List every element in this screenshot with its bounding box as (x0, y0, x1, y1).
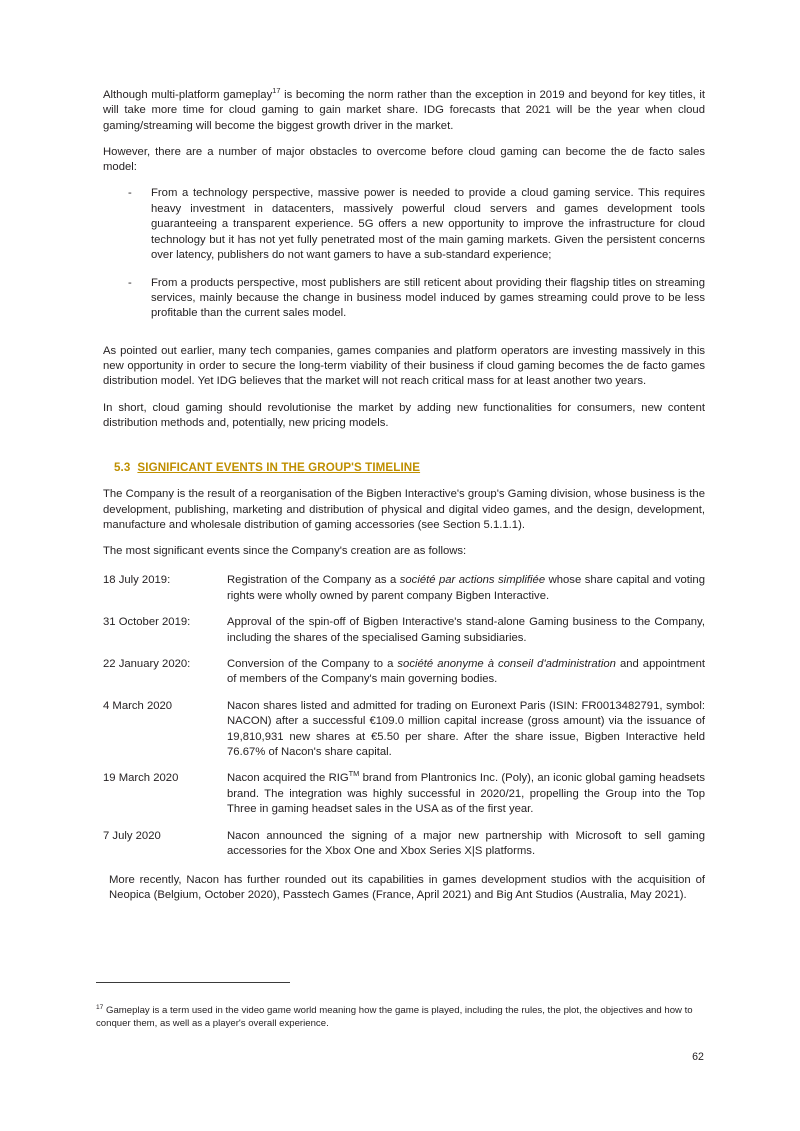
timeline-closing-paragraph: More recently, Nacon has further rounded out its capabilities in games development studios with the acquisition of Neopica (Belgium, October 2020), Passtech Games (France, April 2021) and Big Ant Studios (Australia, May 2021). (109, 873, 705, 901)
section-paragraph-1: The Company is the result of a reorganisation of the Bigben Interactive's group's Gaming division, whose business is the development, publishing, marketing and distribution of physical and digital video games, and the design, development, manufacture and wholesale distribution of gaming accessories (see Section 5.1.1.1). (103, 488, 705, 531)
intro-paragraph-1 (103, 88, 705, 134)
event-description (227, 771, 705, 817)
trademark-superscript: TM (348, 769, 360, 779)
page-number-value: 62 (692, 1051, 704, 1063)
event-text-pre: Conversion of the Company to a (227, 658, 398, 671)
event-date: 4 March 2020 (103, 699, 173, 712)
event-text-pre: Nacon announced the signing of a major new partnership with Microsoft to sell gaming accessories for the Xbox One and Xbox Series X|S platforms. (227, 829, 705, 858)
event-date: 7 July 2020 (103, 829, 161, 842)
table-row (103, 699, 705, 761)
footnote-reference-17: 17 (272, 86, 281, 96)
event-text-post: and appointment of members of the Company's main governing bodies. (227, 658, 705, 686)
event-description (227, 657, 705, 688)
table-row (103, 771, 705, 817)
event-text-post: whose share capital and voting rights were wholly owned by parent company Bigben Interactive. (227, 574, 705, 602)
event-description (227, 699, 705, 761)
bullet-dash-icon: - (128, 187, 132, 200)
obstacles-list (103, 186, 705, 321)
event-text-pre: Registration of the Company as a (227, 574, 400, 587)
footnote-text: Gameplay is a term used in the video game world meaning how the game is played, including the rules, the plot, the objectives and how to conquer them, as well as a player's overall experience. (96, 1005, 693, 1030)
section-number: 5.3 (114, 461, 131, 475)
event-text-pre: Nacon shares listed and admitted for trading on Euronext Paris (ISIN: FR0013482791, symbol: NACON) after a successful €109.0 million capital increase (gross amount) via the issuance of 19,810,931 new shares at €5.50 per share. After the share issue, Bigben Interactive held 76.67% of Nacon's share capital. (227, 699, 705, 759)
intro-paragraph-1-post: is becoming the norm rather than the exception in 2019 and beyond for key titles, it will take more time for cloud gaming to gain market share. IDG forecasts that 2021 will be the year when cloud gaming/streaming will become the biggest growth driver in the market. (103, 89, 705, 132)
event-text-pre: Nacon acquired the RIG (227, 772, 349, 785)
page-number (0, 1051, 800, 1063)
event-date: 18 July 2019: (103, 574, 171, 587)
list-item-text: From a technology perspective, massive power is needed to provide a cloud gaming service. This requires heavy investment in datacenters, massively powerful cloud servers and games development tools guaranteeing a transparent experience. 5G offers a new opportunity to improve the infrastructure for cloud technology but it has not yet fully penetrated most of the main gaming markets. Given the persistent concerns over latency, publishers do not want gamers to have a sub-standard experience; (151, 187, 705, 262)
intro-paragraph-1-pre: Although multi-platform gameplay (103, 89, 273, 101)
page-title: SIGNIFICANT EVENTS IN THE GROUP'S TIMELINE (137, 461, 421, 475)
event-description (227, 615, 705, 646)
table-row (103, 615, 705, 646)
timeline-events (103, 573, 705, 859)
analysis-paragraph-2: In short, cloud gaming should revolutionise the market by adding new functionalities for consumers, new content distribution methods and, potentially, new pricing models. (103, 401, 705, 429)
event-text-pre: Approval of the spin-off of Bigben Interactive's stand-alone Gaming business to the Company, including the shares of the specialised Gaming subsidiaries. (227, 616, 705, 644)
bullet-dash-icon: - (128, 276, 132, 289)
event-description (227, 829, 705, 860)
event-text-post: brand from Plantronics Inc. (Poly), an iconic global gaming headsets brand. The integration was highly successful in 2020/21, propelling the Group into the Top Three in gaming headset sales in the USA as of the first year. (227, 772, 705, 816)
page-content (103, 88, 705, 903)
footnote-17 (96, 1004, 696, 1030)
event-date: 19 March 2020 (103, 772, 179, 785)
list-item-text: From a products perspective, most publishers are still reticent about providing their flagship titles on streaming services, mainly because the change in business model induced by games streaming could prove to be less profitable than the current sales model. (151, 276, 705, 320)
footnote-separator (96, 982, 290, 983)
section-heading-5-3 (103, 461, 705, 474)
event-description (227, 573, 705, 604)
intro-paragraph-2: However, there are a number of major obstacles to overcome before cloud gaming can become the de facto sales model: (103, 145, 705, 174)
table-row (103, 829, 705, 860)
event-text-italic: société anonyme à conseil d'administration (397, 658, 616, 671)
table-row (103, 657, 705, 688)
list-item (103, 186, 705, 263)
list-item (103, 276, 705, 322)
event-date: 31 October 2019: (103, 616, 191, 629)
event-text-italic: société par actions simplifiée (399, 574, 546, 587)
table-row (103, 573, 705, 604)
section-paragraph-2: The most significant events since the Company's creation are as follows: (103, 545, 467, 558)
footnote-marker: 17 (96, 1003, 104, 1011)
event-date: 22 January 2020: (103, 658, 191, 671)
analysis-paragraph-1: As pointed out earlier, many tech companies, games companies and platform operators are investing massively in this new opportunity in order to secure the long-term viability of their business if cloud gaming becomes the de facto games distribution model. Yet IDG believes that the market will not reach critical mass for at least another two years. (103, 344, 705, 388)
